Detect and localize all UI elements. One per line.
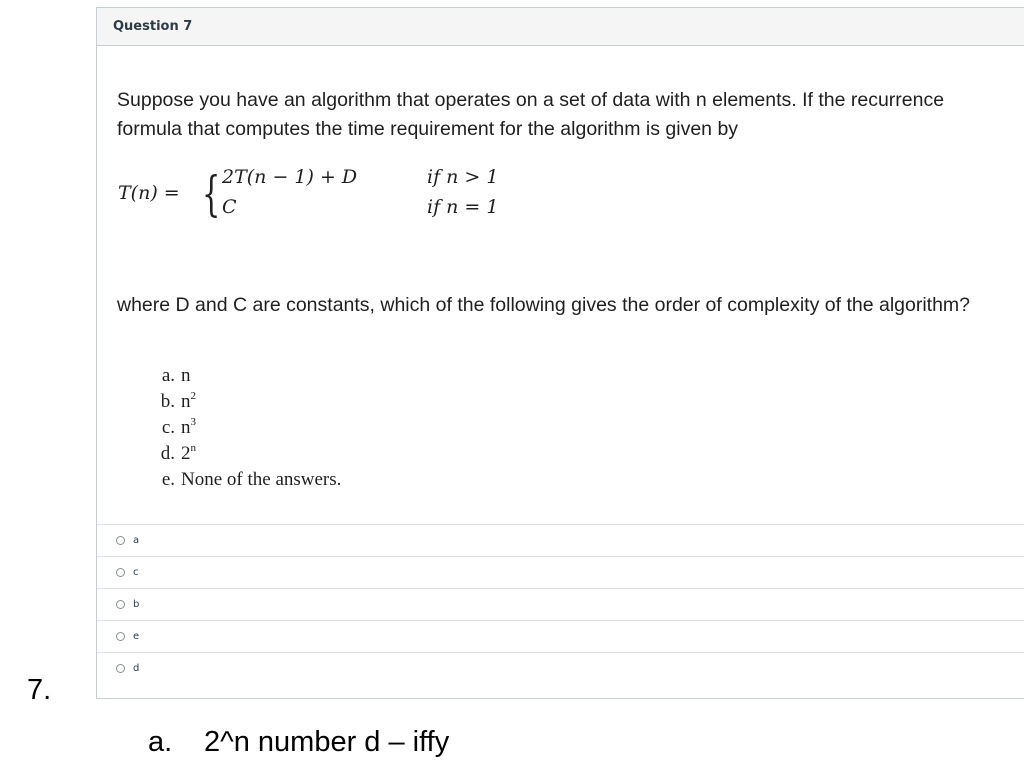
radio-button[interactable] xyxy=(116,664,125,673)
option-exponent: n xyxy=(190,442,196,454)
answer-choice-d[interactable] xyxy=(97,652,1024,684)
option-letter: e. xyxy=(161,469,175,490)
option-text xyxy=(181,417,196,438)
option-item xyxy=(149,389,341,415)
recurrence-formula xyxy=(118,166,618,236)
answer-label: b xyxy=(133,599,140,610)
answer-label: e xyxy=(133,631,140,642)
question-card xyxy=(96,7,1024,699)
option-text xyxy=(181,469,341,490)
option-item xyxy=(149,441,341,467)
option-list xyxy=(149,363,341,493)
answer-choice-e[interactable] xyxy=(97,620,1024,652)
radio-button[interactable] xyxy=(116,536,125,545)
radio-button[interactable] xyxy=(116,568,125,577)
option-text xyxy=(181,443,196,464)
option-item xyxy=(149,363,341,389)
option-base: n xyxy=(181,365,191,386)
question-followup: where D and C are constants, which of the following gives the order of complexity of the algorithm? xyxy=(117,294,971,316)
answer-choice-b[interactable] xyxy=(97,588,1024,620)
option-base: n xyxy=(181,417,191,438)
answer-note xyxy=(148,726,449,759)
formula-case2-cond: if n = 1 xyxy=(427,196,499,218)
option-letter: b. xyxy=(160,391,175,412)
formula-case1-cond: if n > 1 xyxy=(427,166,499,188)
answer-label: a xyxy=(133,535,140,546)
formula-case1-expr: 2T(n − 1) + D xyxy=(222,166,358,188)
formula-case2-expr: C xyxy=(222,196,237,218)
option-base: None of the answers. xyxy=(181,469,342,490)
option-exponent: 2 xyxy=(190,390,196,402)
option-text xyxy=(181,391,196,412)
question-header xyxy=(97,8,1024,46)
answer-label: c xyxy=(133,567,139,578)
option-letter: c. xyxy=(161,417,175,438)
answer-choice-c[interactable] xyxy=(97,556,1024,588)
formula-brace: { xyxy=(202,166,221,222)
option-item xyxy=(149,415,341,441)
option-exponent: 3 xyxy=(190,416,196,428)
option-letter: a. xyxy=(161,365,175,386)
option-base: n xyxy=(181,391,191,412)
option-letter: d. xyxy=(160,443,175,464)
radio-button[interactable] xyxy=(116,600,125,609)
answer-choices xyxy=(97,524,1024,684)
formula-lhs: T(n) = xyxy=(118,182,180,204)
answer-label: d xyxy=(133,663,140,674)
question-title: Question 7 xyxy=(113,19,193,34)
radio-button[interactable] xyxy=(116,632,125,641)
option-item xyxy=(149,467,341,493)
answer-choice-a[interactable] xyxy=(97,524,1024,556)
note-text: 2^n number d – iffy xyxy=(204,726,450,758)
item-number: 7. xyxy=(27,674,52,706)
question-prompt: Suppose you have an algorithm that operates on a set of data with n elements. If the recurrence formula that computes the time requirement for the algorithm is given by xyxy=(117,89,945,140)
option-text xyxy=(181,365,191,386)
note-letter: a. xyxy=(148,726,173,758)
option-base: 2 xyxy=(181,443,191,464)
